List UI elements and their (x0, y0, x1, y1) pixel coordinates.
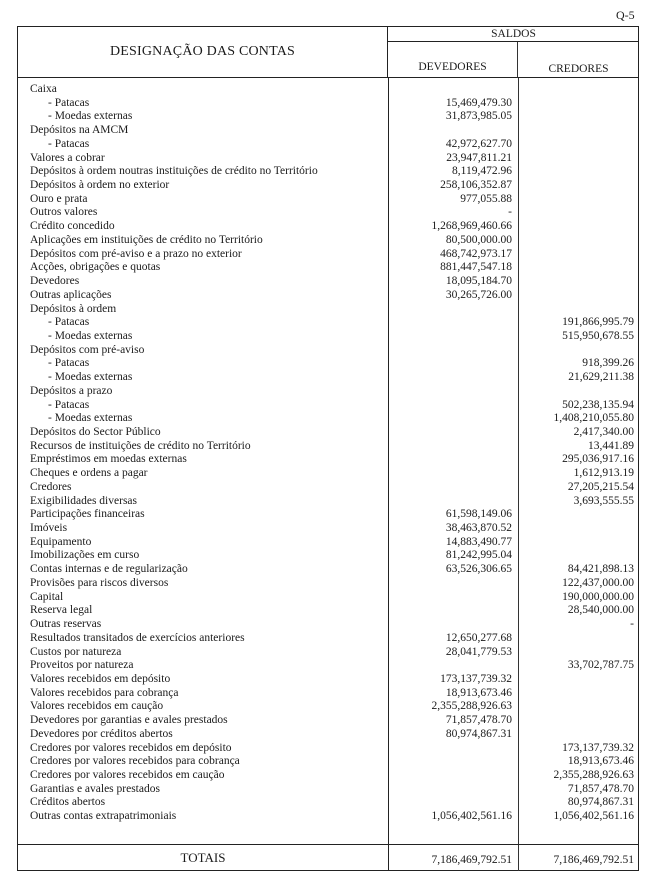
credores-value: 28,540,000.00 (567, 604, 634, 617)
account-label: - Patacas (48, 96, 90, 109)
credores-value: 515,950,678.55 (562, 329, 634, 342)
credores-value: 191,866,995.79 (562, 316, 634, 329)
credores-value: 21,629,211.38 (568, 371, 634, 384)
table-row (18, 219, 638, 233)
header-devedores: DEVEDORES (388, 42, 518, 78)
table-row (18, 699, 638, 713)
credores-value: 295,036,917.16 (562, 453, 634, 466)
table-row (18, 466, 638, 480)
devedores-value: 173,137,739.32 (440, 672, 512, 685)
account-label: Devedores por créditos abertos (30, 727, 173, 740)
table-row (18, 713, 638, 727)
table-row (18, 356, 638, 370)
account-label: Valores recebidos para cobrança (30, 686, 179, 699)
account-label: Proveitos por natureza (30, 659, 134, 672)
header-designation: DESIGNAÇÃO DAS CONTAS (18, 27, 388, 78)
devedores-value: 18,913,673.46 (445, 686, 512, 699)
account-label: Acções, obrigações e quotas (30, 261, 161, 274)
table-row (18, 494, 638, 508)
devedores-value: 881,447,547.18 (440, 261, 512, 274)
credores-value: 13,441.89 (588, 439, 634, 452)
account-label: - Patacas (48, 398, 90, 411)
credores-value: - (630, 618, 634, 631)
account-label: Créditos abertos (30, 796, 106, 809)
balance-table (17, 26, 639, 871)
account-label: Valores recebidos em depósito (30, 672, 171, 685)
credores-value: 122,437,000.00 (562, 576, 634, 589)
account-label: Custos por natureza (30, 645, 122, 658)
table-row (18, 603, 638, 617)
account-label: Garantias e avales prestados (30, 782, 160, 795)
account-label: Contas internas e de regularização (30, 563, 188, 576)
credores-value: 502,238,135.94 (562, 398, 634, 411)
column-divider (388, 845, 389, 871)
account-label: Credores por valores recebidos em caução (30, 769, 225, 781)
credores-value: 27,205,215.54 (567, 480, 634, 493)
account-label: Outras contas extrapatrimoniais (30, 810, 177, 823)
account-label: Depósitos com pré-aviso e a prazo no exterior (30, 247, 242, 260)
devedores-value: 28,041,779.53 (445, 645, 512, 658)
devedores-value: 18,095,184.70 (445, 275, 512, 288)
devedores-value: 42,972,627.70 (445, 137, 512, 150)
account-label: Depósitos à ordem no exterior (30, 179, 170, 192)
table-row (18, 562, 638, 576)
account-label: - Moedas externas (48, 110, 133, 123)
devedores-value: 8,119,472.96 (452, 165, 512, 178)
account-label: Devedores (30, 275, 80, 288)
table-row (18, 109, 638, 123)
devedores-value: 38,463,870.52 (445, 522, 512, 535)
table-row (18, 576, 638, 590)
account-label: Provisões para riscos diversos (30, 576, 169, 589)
credores-value: 918,399.26 (582, 357, 634, 370)
credores-value: 71,857,478.70 (567, 782, 634, 795)
account-label: - Patacas (48, 316, 90, 329)
table-row (18, 782, 638, 796)
table-row (18, 205, 638, 219)
table-row (18, 754, 638, 768)
account-label: Credores por valores recebidos para cobrança (30, 755, 240, 768)
table-row (18, 260, 638, 274)
table-row (18, 96, 638, 110)
table-row (18, 329, 638, 343)
account-label: Imóveis (30, 522, 68, 535)
credores-value: 84,421,898.13 (567, 563, 634, 576)
account-label: Resultados transitados de exercícios anteriores (30, 631, 245, 644)
table-row (18, 178, 638, 192)
devedores-value: - (508, 206, 512, 219)
account-label: Imobilizações em curso (30, 549, 140, 562)
column-divider (518, 845, 519, 871)
table-row (18, 617, 638, 631)
table-row (18, 507, 638, 521)
table-row (18, 535, 638, 549)
table-row (18, 137, 638, 151)
devedores-value: 23,947,811.21 (446, 151, 512, 164)
table-row (18, 315, 638, 329)
account-label: Participações financeiras (30, 508, 145, 521)
table-row (18, 398, 638, 412)
account-label: Outras reservas (30, 618, 102, 631)
devedores-value: 977,055.88 (460, 192, 512, 205)
devedores-value: 81,242,995.04 (445, 549, 512, 562)
table-row (18, 274, 638, 288)
devedores-value: 468,742,973.17 (440, 247, 512, 260)
account-label: Valores a cobrar (30, 151, 105, 164)
header-saldos: SALDOS (388, 27, 639, 42)
credores-value: 18,913,673.46 (567, 755, 634, 768)
credores-value: 1,612,913.19 (573, 467, 634, 480)
account-label: Depósitos na AMCM (30, 124, 129, 137)
devedores-value: 63,526,306.65 (445, 563, 512, 576)
devedores-value: 12,650,277.68 (445, 631, 512, 644)
table-row (18, 741, 638, 755)
account-label: Depósitos a prazo (30, 384, 113, 397)
account-label: Crédito concedido (30, 220, 115, 233)
devedores-value: 1,056,402,561.16 (431, 810, 512, 823)
account-label: - Patacas (48, 137, 90, 150)
devedores-value: 30,265,726.00 (445, 288, 512, 301)
account-label: Depósitos à ordem noutras instituições de crédito no Território (30, 165, 318, 178)
credores-value: 2,355,288,926.63 (553, 769, 634, 781)
table-row (18, 439, 638, 453)
devedores-value: 15,469,479.30 (445, 96, 512, 109)
table-row (18, 411, 638, 425)
devedores-value: 80,500,000.00 (445, 233, 512, 246)
table-row (18, 480, 638, 494)
table-row (18, 548, 638, 562)
account-label: - Moedas externas (48, 371, 133, 384)
table-row (18, 631, 638, 645)
devedores-value: 71,857,478.70 (445, 714, 512, 727)
totals-credores: 7,186,469,792.51 (553, 854, 634, 866)
account-label: Devedores por garantias e avales prestados (30, 714, 228, 727)
credores-value: 2,417,340.00 (573, 426, 634, 438)
table-row (18, 658, 638, 672)
account-label: - Moedas externas (48, 412, 133, 425)
account-label: Empréstimos em moedas externas (30, 453, 187, 466)
table-body (18, 78, 638, 844)
devedores-value: 31,873,985.05 (445, 110, 512, 123)
account-label: Exigibilidades diversas (30, 494, 137, 507)
account-label: Outros valores (30, 206, 98, 219)
table-row (18, 302, 638, 316)
devedores-value: 14,883,490.77 (445, 535, 512, 548)
table-row (18, 123, 638, 137)
table-row (18, 809, 638, 823)
totals-label: TOTAIS (180, 850, 226, 865)
table-row (18, 452, 638, 466)
devedores-value: 2,355,288,926.63 (431, 700, 512, 713)
credores-value: 3,693,555.55 (573, 494, 634, 507)
account-label: Reserva legal (30, 604, 93, 617)
page-number: Q-5 (616, 8, 635, 22)
account-label: Ouro e prata (30, 192, 88, 205)
account-label: Credores por valores recebidos em depósito (30, 741, 232, 754)
account-label: Capital (30, 590, 64, 603)
table-row (18, 233, 638, 247)
table-row (18, 590, 638, 604)
account-label: Valores recebidos em caução (30, 700, 164, 713)
devedores-value: 61,598,149.06 (445, 508, 512, 521)
account-label: Cheques e ordens a pagar (30, 467, 148, 480)
table-row (18, 151, 638, 165)
table-row (18, 645, 638, 659)
credores-value: 80,974,867.31 (567, 796, 634, 809)
account-label: Depósitos à ordem (30, 302, 117, 315)
account-label: Recursos de instituições de crédito no Território (30, 439, 251, 452)
table-row (18, 672, 638, 686)
credores-value: 1,408,210,055.80 (553, 412, 634, 425)
account-label: Depósitos com pré-aviso (30, 343, 145, 356)
table-row (18, 384, 638, 398)
table-row (18, 82, 638, 96)
credores-value: 33,702,787.75 (567, 659, 634, 672)
devedores-value: 80,974,867.31 (445, 727, 512, 740)
devedores-value: 258,106,352.87 (440, 179, 512, 192)
account-label: Aplicações em instituições de crédito no Território (30, 233, 263, 246)
totals-row (18, 844, 638, 870)
table-row (18, 425, 638, 439)
table-row (18, 247, 638, 261)
account-label: Credores (30, 480, 72, 493)
table-row (18, 192, 638, 206)
account-label: - Patacas (48, 357, 90, 370)
credores-value: 1,056,402,561.16 (553, 810, 634, 823)
account-label: - Moedas externas (48, 329, 133, 342)
table-row (18, 164, 638, 178)
account-label: Outras aplicações (30, 288, 112, 301)
table-row (18, 795, 638, 809)
account-label: Caixa (30, 83, 57, 95)
table-row (18, 370, 638, 384)
totals-devedores: 7,186,469,792.51 (431, 854, 512, 866)
credores-value: 173,137,739.32 (562, 741, 634, 754)
devedores-value: 1,268,969,460.66 (431, 220, 512, 233)
table-row (18, 768, 638, 782)
account-label: Depósitos do Sector Público (30, 426, 161, 438)
credores-value: 190,000,000.00 (562, 590, 634, 603)
table-row (18, 288, 638, 302)
table-row (18, 343, 638, 357)
header-credores: CREDORES (518, 42, 639, 78)
table-row (18, 686, 638, 700)
account-label: Equipamento (30, 535, 92, 548)
table-row (18, 727, 638, 741)
table-row (18, 521, 638, 535)
